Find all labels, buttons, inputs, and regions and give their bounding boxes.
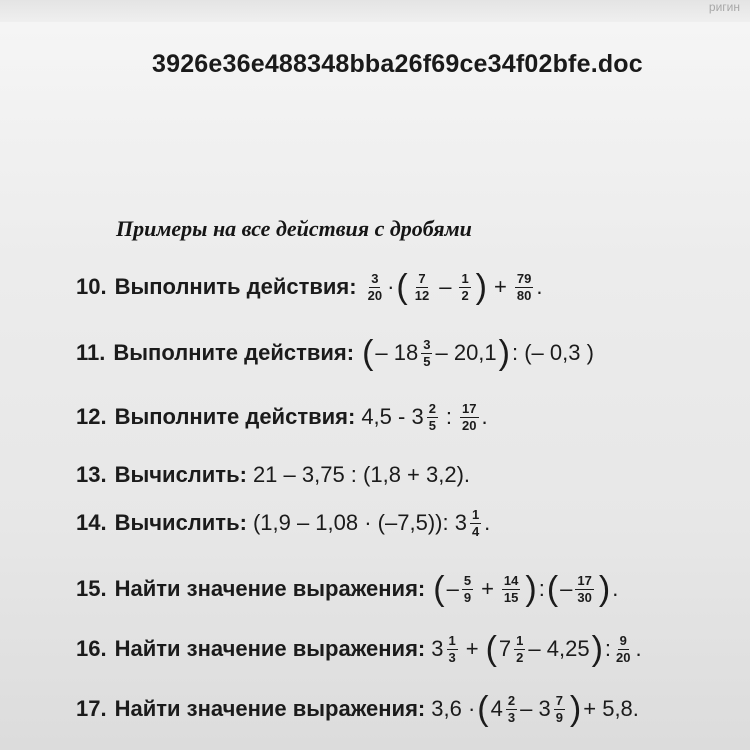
fraction: $\frac{2}{5}$ <box>428 401 436 433</box>
fraction: $\frac{3}{20}$ <box>367 270 383 303</box>
task-expression: 4,5 - 3 $\frac{2}{5}$ : $\frac{17}{20}$ . <box>361 401 488 433</box>
task-label: Выполнить действия: <box>114 274 357 299</box>
task-label: Найти значение выражения: <box>114 636 426 661</box>
fraction: $\frac{1}{3}$ <box>448 632 456 665</box>
fraction: $\frac{17}{30}$ <box>577 572 592 605</box>
task-label: Выполните действия: <box>113 340 355 365</box>
fraction: $\frac{79}{80}$ <box>516 270 532 303</box>
task-number: 16. <box>76 636 107 661</box>
task-10 <box>76 270 542 304</box>
task-12 <box>76 402 488 432</box>
task-number: 12. <box>76 404 107 430</box>
task-13 <box>76 462 470 488</box>
task-11 <box>76 336 594 370</box>
fraction: $\frac{9}{20}$ <box>616 632 631 665</box>
fraction: $\frac{1}{2}$ <box>461 270 469 303</box>
fraction: $\frac{5}{9}$ <box>463 572 472 605</box>
task-expression: (1,9 – 1,08 · (–7,5)): 3 $\frac{1}{4}$ . <box>252 507 491 539</box>
task-expression: 21 – 3,75 : (1,8 + 3,2). <box>252 462 471 487</box>
task-14 <box>76 508 490 538</box>
fraction: $\frac{1}{4}$ <box>471 507 480 539</box>
fraction: $\frac{3}{5}$ <box>423 336 431 369</box>
task-label: Найти значение выражения: <box>114 576 426 601</box>
task-expression: 3 $\frac{1}{3}$ + ( 7 $\frac{1}{2}$ – 4,25 ) : $\frac{9}{20}$ . <box>431 630 642 668</box>
fraction: $\frac{1}{2}$ <box>516 632 524 665</box>
window-topbar <box>0 0 750 22</box>
task-label: Найти значение выражения: <box>114 696 426 721</box>
fraction: $\frac{14}{15}$ <box>503 572 519 605</box>
task-number: 11. <box>76 340 106 365</box>
task-label: Вычислить: <box>114 462 247 487</box>
page-heading: Примеры на все действия с дробями <box>116 216 472 241</box>
task-expression: $\frac{3}{20}$ · ( $\frac{7}{12}$ – $\frac{1}{2}$ ) + $\frac{79}{80}$ . <box>367 268 543 306</box>
task-number: 17. <box>76 696 107 721</box>
fraction: $\frac{17}{20}$ <box>462 401 477 433</box>
task-number: 14. <box>76 510 107 536</box>
task-number: 10. <box>76 274 107 299</box>
task-label: Вычислить: <box>114 510 247 536</box>
fraction: $\frac{7}{12}$ <box>414 270 430 303</box>
task-15 <box>76 572 618 606</box>
task-number: 13. <box>76 462 107 487</box>
task-expression: 3,6 · ( 4 $\frac{2}{3}$ – 3 $\frac{7}{9}$ ) + 5,8. <box>431 690 639 728</box>
fraction: $\frac{2}{3}$ <box>507 692 516 725</box>
task-number: 15. <box>76 576 107 601</box>
task-label: Выполните действия: <box>114 404 356 430</box>
fraction: $\frac{7}{9}$ <box>555 692 563 725</box>
task-16 <box>76 632 642 666</box>
topbar-right-text: ригин <box>708 0 740 14</box>
document-filename: 3926e36e488348bba26f69ce34f02bfe.doc <box>152 50 643 78</box>
task-17 <box>76 692 639 726</box>
task-expression: ( – 18 $\frac{3}{5}$ – 20,1 ) : (– 0,3 ) <box>362 334 594 372</box>
task-expression: ( – $\frac{5}{9}$ + $\frac{14}{15}$ ) : ( – $\frac{17}{30}$ ) . <box>433 570 619 608</box>
